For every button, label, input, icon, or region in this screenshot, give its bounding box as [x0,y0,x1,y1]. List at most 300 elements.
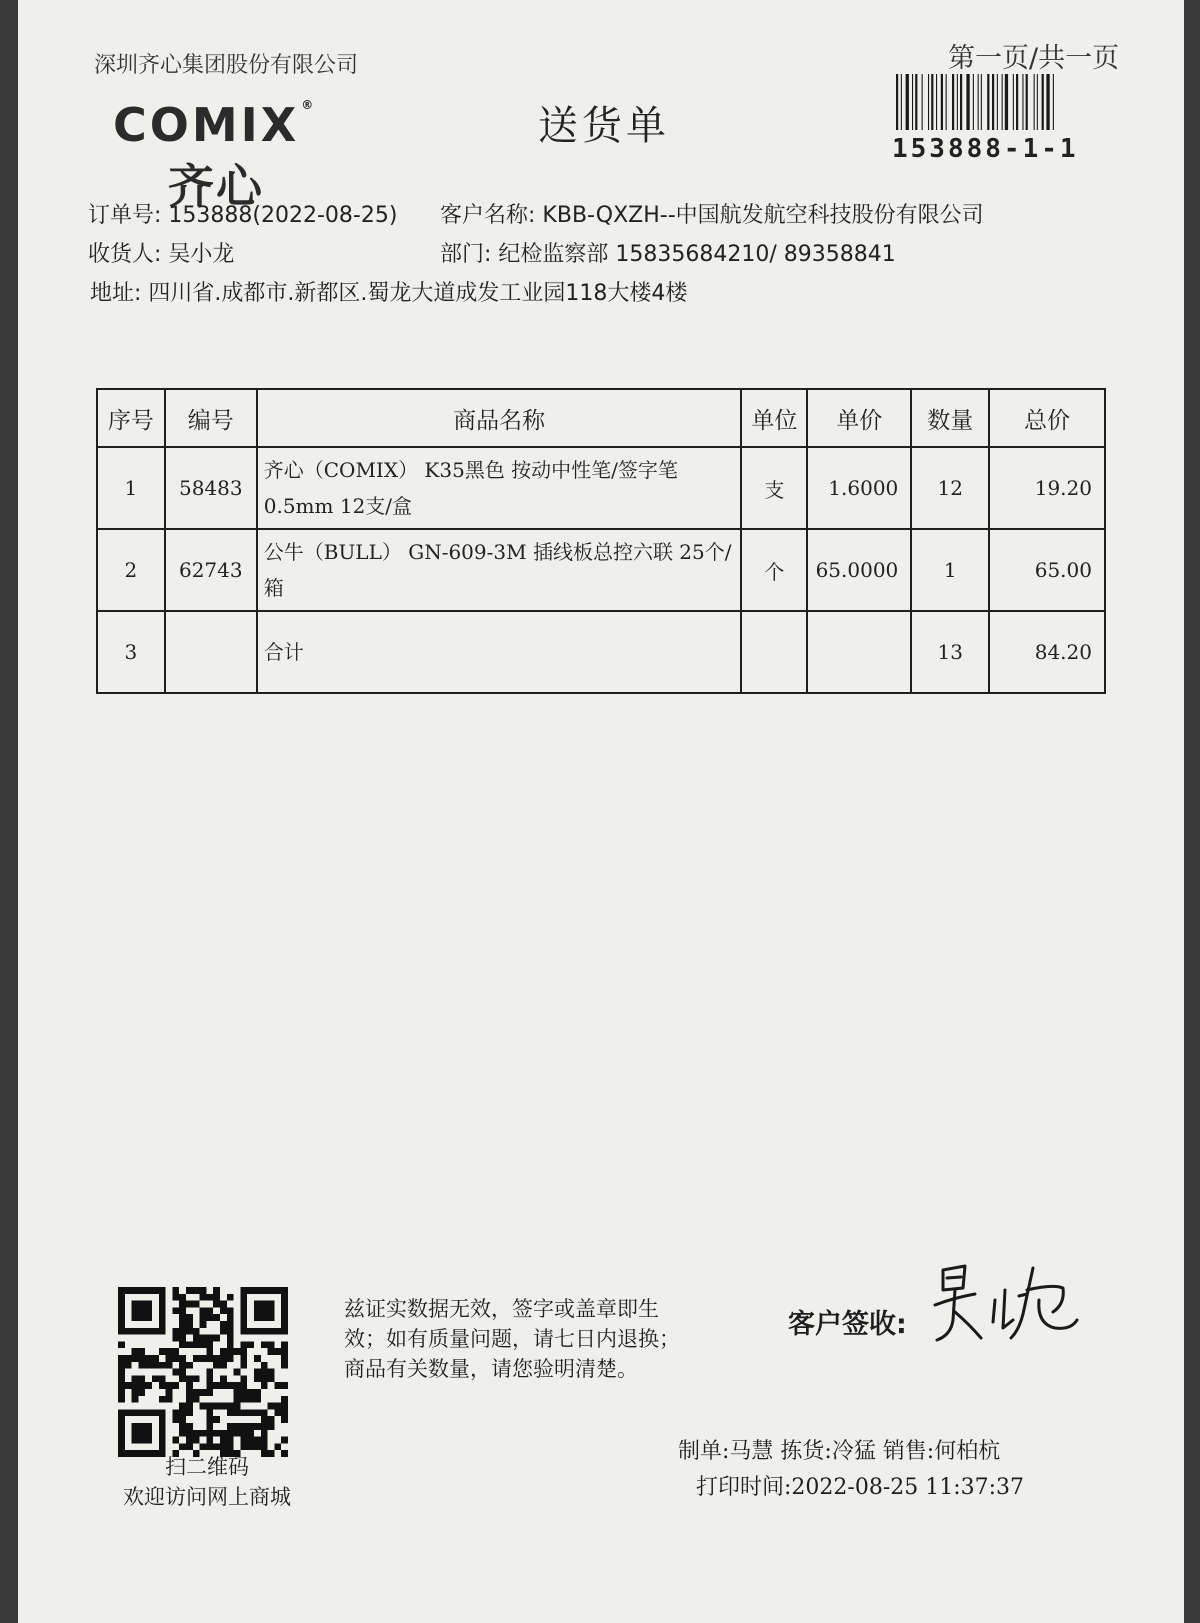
qr-module [261,1409,268,1416]
customer-sign-label: 客户签收: [788,1309,907,1340]
barcode-bar [997,74,998,130]
qr-module [186,1423,193,1430]
qr-module [138,1362,145,1369]
qr-module [247,1328,254,1335]
qr-module [186,1396,193,1403]
cell-price: 65.0000 [807,529,911,611]
cell-product-name: 合计 [257,611,742,693]
qr-module [240,1321,247,1328]
col-header-seq: 序号 [97,389,165,447]
qr-module [159,1348,166,1355]
qr-module [152,1355,159,1362]
qr-module [247,1341,254,1348]
qr-module [227,1430,234,1437]
qr-module [138,1301,145,1308]
qr-module [125,1287,132,1294]
qr-module [172,1335,179,1342]
qr-module [213,1430,220,1437]
col-header-qty: 数量 [911,389,989,447]
qr-module [240,1396,247,1403]
qr-module [281,1321,288,1328]
qr-module [261,1382,268,1389]
qr-module [159,1287,166,1294]
qr-module [118,1314,125,1321]
barcode-bar [1013,74,1014,130]
qr-module [254,1369,261,1376]
qr-module [159,1409,166,1416]
cell-code [165,611,257,693]
qr-module [206,1314,213,1321]
qr-module [159,1382,166,1389]
qr-module [118,1341,125,1348]
qr-module [193,1341,200,1348]
qr-module [213,1287,220,1294]
qr-module [281,1437,288,1444]
qr-module [220,1443,227,1450]
qr-module [213,1416,220,1423]
qr-module [179,1307,186,1314]
qr-module [145,1287,152,1294]
cell-product-name: 齐心（COMIX） K35黑色 按动中性笔/签字笔 0.5mm 12支/盒 [257,447,742,529]
qr-module [220,1301,227,1308]
page-indicator: 第一页/共一页 [948,43,1120,74]
barcode-bar [978,74,979,130]
qr-module [132,1389,139,1396]
qr-module [220,1362,227,1369]
qr-module [172,1409,179,1416]
qr-module [268,1375,275,1382]
qr-module [227,1355,234,1362]
table-row [97,447,1105,529]
receiver-field: 收货人: 吴小龙 [88,242,235,267]
comix-logo: COMIX ® [113,98,317,152]
cell-unit: 支 [741,447,807,529]
qr-module [227,1321,234,1328]
qr-module [152,1409,159,1416]
qr-module [145,1409,152,1416]
qr-module [227,1409,234,1416]
qr-module [247,1437,254,1444]
qr-module [254,1328,261,1335]
qr-module [159,1416,166,1423]
qr-module [240,1382,247,1389]
qr-module [213,1301,220,1308]
qr-module [118,1307,125,1314]
barcode-bar [931,74,933,130]
qr-module [138,1389,145,1396]
qr-module [261,1328,268,1335]
qr-module [261,1314,268,1321]
qr-module [213,1443,220,1450]
qr-module [159,1437,166,1444]
barcode-bar [1026,74,1028,130]
qr-module [254,1443,261,1450]
qr-module [240,1443,247,1450]
qr-module [227,1307,234,1314]
qr-module [206,1307,213,1314]
qr-module [186,1321,193,1328]
qr-module [118,1294,125,1301]
qr-module [118,1430,125,1437]
cell-code: 62743 [165,529,257,611]
qr-module [240,1307,247,1314]
qr-module [179,1430,186,1437]
table-row-total [97,611,1105,693]
barcode-bar [922,74,923,130]
qr-module [172,1369,179,1376]
qr-module [179,1335,186,1342]
qr-module [274,1403,281,1410]
qr-module [206,1335,213,1342]
qr-module [261,1416,268,1423]
qr-module [281,1287,288,1294]
qr-module [118,1443,125,1450]
qr-module [247,1396,254,1403]
cell-qty: 12 [911,447,989,529]
table-row [97,529,1105,611]
barcode-bar [928,74,929,130]
qr-module [172,1382,179,1389]
qr-module [227,1437,234,1444]
qr-module [186,1437,193,1444]
qr-module [193,1355,200,1362]
barcode-bar [1002,74,1003,130]
barcode-bar [896,74,898,130]
address-field: 地址: 四川省.成都市.新都区.蜀龙大道成发工业园118大楼4楼 [90,281,688,306]
barcode-bar [960,74,962,130]
qr-module [186,1409,193,1416]
barcode-bar [973,74,974,130]
qr-module [132,1328,139,1335]
col-header-name: 商品名称 [257,389,742,447]
qr-module [186,1443,193,1450]
qr-module [234,1348,241,1355]
qr-module [200,1287,207,1294]
qr-module [268,1423,275,1430]
qr-module [261,1369,268,1376]
qr-module [268,1328,275,1335]
qr-module [179,1369,186,1376]
qr-module [281,1301,288,1308]
qr-module [234,1389,241,1396]
qr-module [254,1375,261,1382]
department-field: 部门: 纪检监察部 15835684210/ 89358841 [440,242,896,267]
qr-module [274,1328,281,1335]
qr-module [118,1369,125,1376]
qr-module [254,1396,261,1403]
barcode-bar [981,74,982,130]
qr-module [261,1307,268,1314]
qr-module [281,1348,288,1355]
qr-module [159,1294,166,1301]
barcode-bar [946,74,947,130]
qr-module [200,1443,207,1450]
qr-module [138,1348,145,1355]
qr-module [227,1382,234,1389]
barcode-bar [915,74,917,130]
comix-logo-cn: 齐心 [168,159,264,213]
qr-module [227,1294,234,1301]
qr-module [179,1294,186,1301]
qr-module [240,1437,247,1444]
qr-module [179,1362,186,1369]
qr-module [206,1348,213,1355]
qr-module [220,1437,227,1444]
qr-module [281,1328,288,1335]
qr-module [145,1382,152,1389]
qr-module [240,1287,247,1294]
col-header-total: 总价 [989,389,1105,447]
qr-module [240,1355,247,1362]
cell-code: 58483 [165,447,257,529]
qr-module [118,1416,125,1423]
qr-module [281,1314,288,1321]
qr-module [268,1301,275,1308]
qr-module [220,1382,227,1389]
qr-code-image[interactable] [118,1287,288,1457]
qr-module [179,1328,186,1335]
qr-module [240,1389,247,1396]
qr-module [152,1287,159,1294]
qr-module [227,1328,234,1335]
qr-module [200,1294,207,1301]
qr-module [254,1437,261,1444]
order-number-field: 订单号: 153888(2022-08-25) [88,203,398,228]
barcode-bar [957,74,958,130]
qr-module [186,1328,193,1335]
qr-module [186,1403,193,1410]
qr-module [247,1423,254,1430]
qr-module [200,1335,207,1342]
qr-module [220,1355,227,1362]
qr-module [227,1341,234,1348]
qr-module [227,1348,234,1355]
qr-module [200,1403,207,1410]
barcode-bar [906,74,909,130]
qr-module [145,1423,152,1430]
qr-module [125,1355,132,1362]
qr-module [193,1396,200,1403]
cell-seq: 1 [97,447,165,529]
qr-module [159,1375,166,1382]
qr-module [261,1443,268,1450]
qr-module [118,1396,125,1403]
qr-module [261,1301,268,1308]
qr-module [179,1355,186,1362]
qr-module [261,1430,268,1437]
qr-module [186,1430,193,1437]
qr-module [166,1396,173,1403]
qr-module [240,1294,247,1301]
qr-module [200,1314,207,1321]
qr-module [125,1328,132,1335]
qr-module [132,1348,139,1355]
qr-module [206,1430,213,1437]
qr-module [234,1423,241,1430]
qr-module [261,1437,268,1444]
qr-module [281,1341,288,1348]
qr-module [118,1287,125,1294]
qr-module [254,1355,261,1362]
qr-module [193,1430,200,1437]
qr-module [193,1375,200,1382]
qr-module [281,1362,288,1369]
qr-module [206,1382,213,1389]
qr-module [193,1328,200,1335]
qr-module [261,1287,268,1294]
qr-module [234,1382,241,1389]
qr-module [240,1314,247,1321]
qr-module [206,1409,213,1416]
qr-module [193,1335,200,1342]
cell-unit: 个 [741,529,807,611]
cell-seq: 2 [97,529,165,611]
qr-module [152,1362,159,1369]
qr-module [159,1328,166,1335]
qr-module [125,1409,132,1416]
qr-module [138,1287,145,1294]
qr-module [125,1362,132,1369]
qr-module [186,1389,193,1396]
qr-module [281,1403,288,1410]
qr-module [227,1443,234,1450]
qr-module [179,1375,186,1382]
qr-module [268,1314,275,1321]
barcode-bar [1037,74,1038,130]
cell-qty: 13 [911,611,989,693]
qr-module [118,1328,125,1335]
qr-module [145,1314,152,1321]
qr-module [118,1437,125,1444]
qr-module [240,1362,247,1369]
qr-module [132,1355,139,1362]
qr-module [152,1328,159,1335]
qr-module [179,1423,186,1430]
qr-module [247,1443,254,1450]
qr-module [193,1287,200,1294]
qr-module [138,1307,145,1314]
qr-module [193,1389,200,1396]
qr-module [206,1355,213,1362]
items-table [96,388,1106,694]
qr-module [118,1423,125,1430]
qr-module [240,1430,247,1437]
barcode-bar [1005,74,1008,130]
qr-module [193,1301,200,1308]
qr-module [268,1348,275,1355]
qr-module [200,1389,207,1396]
qr-module [206,1375,213,1382]
barcode-bar [941,74,943,130]
qr-module [132,1409,139,1416]
qr-module [247,1409,254,1416]
qr-module [268,1369,275,1376]
table-header-row [97,389,1105,447]
cell-price: 1.6000 [807,447,911,529]
qr-module [254,1287,261,1294]
qr-module [206,1369,213,1376]
qr-module [138,1328,145,1335]
handwritten-signature [923,1250,1083,1350]
delivery-note-paper [18,0,1184,1623]
qr-module [206,1294,213,1301]
qr-module [234,1409,241,1416]
qr-module [172,1328,179,1335]
barcode-bar [912,74,913,130]
qr-module [213,1362,220,1369]
qr-module [132,1396,139,1403]
qr-module [186,1314,193,1321]
qr-module [159,1301,166,1308]
barcode-bar [1022,74,1023,130]
qr-module [145,1301,152,1308]
barcode-bar [1034,74,1035,130]
col-header-price: 单价 [807,389,911,447]
qr-module [220,1328,227,1335]
cell-product-name: 公牛（BULL） GN-609-3M 插线板总控六联 25个/ 箱 [257,529,742,611]
qr-module [179,1403,186,1410]
qr-module [274,1409,281,1416]
qr-module [240,1301,247,1308]
cell-qty: 1 [911,529,989,611]
qr-module [186,1287,193,1294]
qr-module [179,1416,186,1423]
qr-module [254,1409,261,1416]
qr-module [172,1416,179,1423]
qr-module [172,1307,179,1314]
qr-module [254,1389,261,1396]
qr-module [118,1409,125,1416]
qr-module [145,1307,152,1314]
qr-module [132,1287,139,1294]
qr-module [206,1403,213,1410]
qr-module [281,1294,288,1301]
qr-module [234,1403,241,1410]
qr-module [200,1430,207,1437]
qr-module [281,1416,288,1423]
qr-module [166,1355,173,1362]
qr-module [159,1430,166,1437]
qr-module [213,1335,220,1342]
document-title: 送货单 [538,103,670,149]
qr-module [227,1403,234,1410]
barcode-bar [992,74,994,130]
qr-module [132,1423,139,1430]
qr-module [186,1375,193,1382]
qr-module [159,1396,166,1403]
cell-total: 65.00 [989,529,1105,611]
barcode-bar [1046,74,1049,130]
barcode-image [896,74,1112,130]
qr-module [200,1321,207,1328]
qr-module [234,1430,241,1437]
qr-module [179,1314,186,1321]
qr-module [254,1314,261,1321]
qr-module [118,1321,125,1328]
qr-module [172,1294,179,1301]
qr-module [145,1328,152,1335]
staff-line: 制单:马慧 拣货:冷猛 销售:何柏杭 [678,1439,1001,1464]
barcode-bar [966,74,969,130]
qr-module [125,1382,132,1389]
qr-module [268,1341,275,1348]
qr-module [247,1430,254,1437]
cell-seq: 3 [97,611,165,693]
qr-module [240,1423,247,1430]
qr-module [240,1348,247,1355]
qr-module [247,1389,254,1396]
qr-module [159,1443,166,1450]
